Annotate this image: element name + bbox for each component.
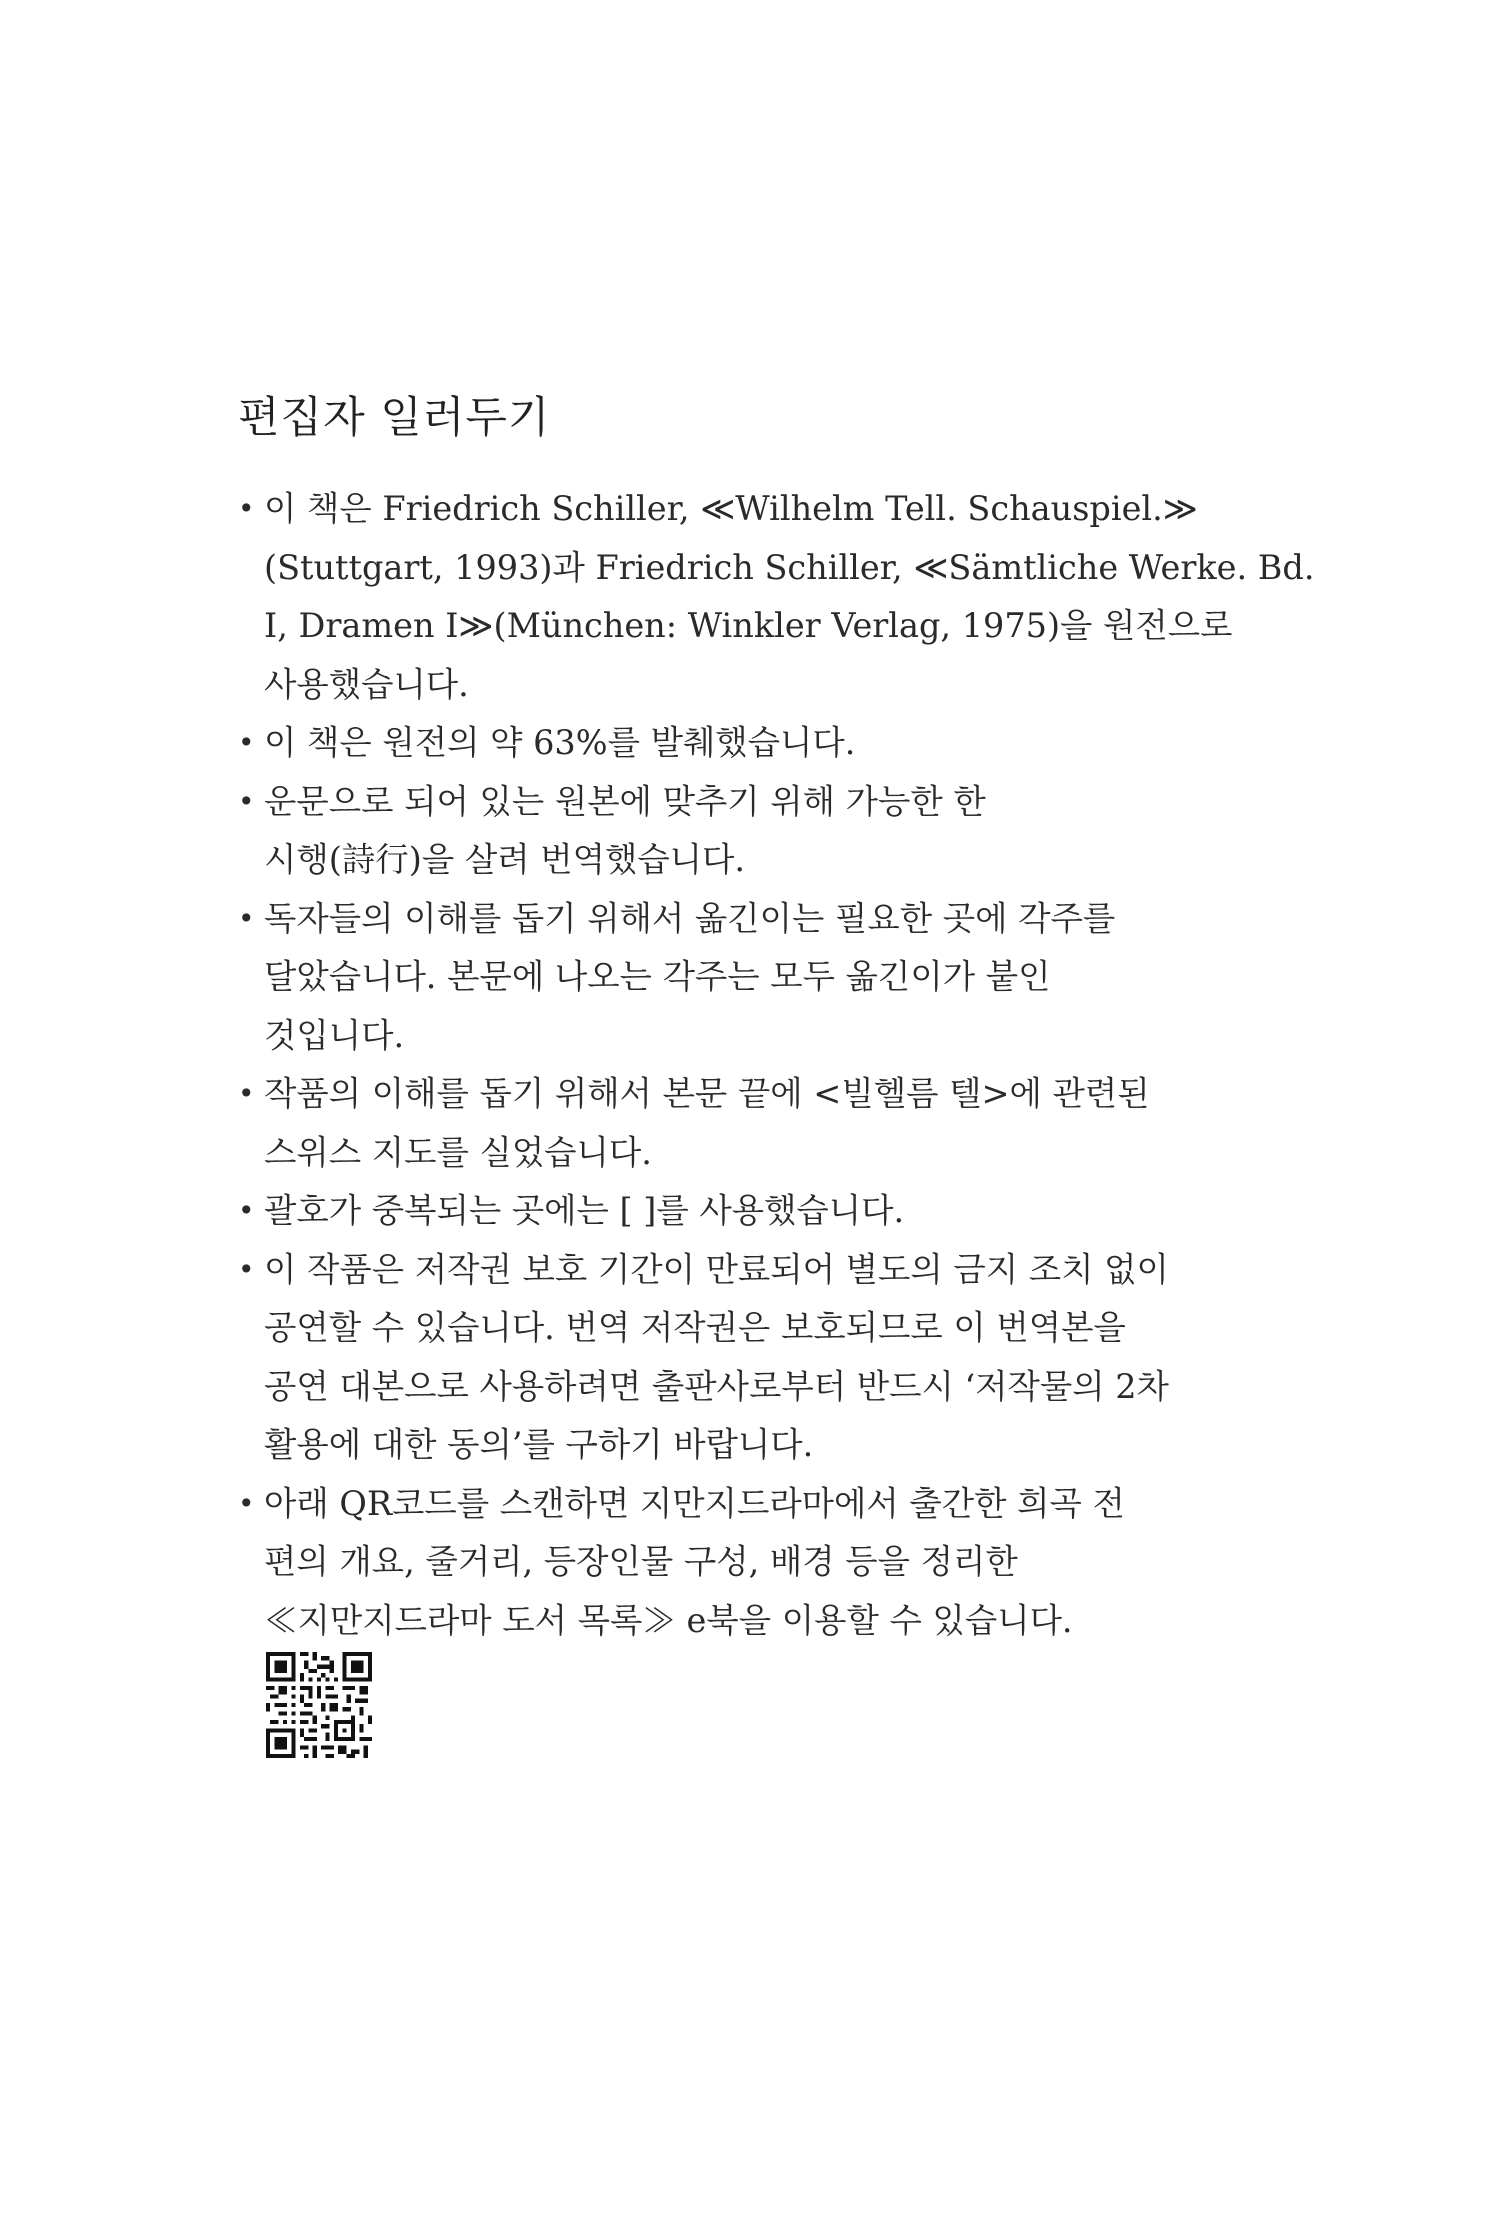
bullet-marker: • <box>238 726 255 759</box>
note-text-line: 작품의 이해를 돕기 위해서 본문 끝에 <빌헬름 텔>에 관련된 <box>264 1074 1150 1113</box>
note-text-line: 것입니다. <box>264 1015 405 1055</box>
list-item <box>238 1182 1248 1241</box>
bullet-marker: • <box>238 492 255 525</box>
note-text-line: 괄호가 중복되는 곳에는 [ ]를 사용했습니다. <box>264 1191 905 1230</box>
bullet-marker: • <box>238 1486 255 1520</box>
bullet-marker: • <box>238 784 255 818</box>
qr-code-icon <box>266 1652 372 1758</box>
editor-notes-list <box>238 480 1315 1650</box>
note-text-line: 스위스 지도를 실었습니다. <box>264 1132 652 1172</box>
page-title: 편집자 일러두기 <box>238 393 551 443</box>
list-item <box>238 1065 1248 1182</box>
list-item <box>238 480 1315 714</box>
note-text-line: ≪지만지드라마 도서 목록≫ e북을 이용할 수 있습니다. <box>264 1600 1073 1640</box>
note-text-line: 활용에 대한 동의’를 구하기 바랍니다. <box>264 1425 814 1464</box>
note-text-line: 이 책은 원전의 약 63%를 발췌했습니다. <box>264 723 856 762</box>
note-text-line: 사용했습니다. <box>264 664 469 704</box>
list-item <box>238 1241 1248 1475</box>
note-text-line: I, Dramen I≫(München: Winkler Verlag, 1975)을 원전으로 <box>264 606 1233 645</box>
list-item <box>238 1475 1248 1651</box>
note-text-line: 시행(詩行)을 살려 번역했습니다. <box>264 840 746 879</box>
note-text-line: 독자들의 이해를 돕기 위해서 옮긴이는 필요한 곳에 각주를 <box>264 898 1116 938</box>
bullet-marker: • <box>238 901 255 935</box>
bullet-marker: • <box>238 1077 255 1110</box>
bullet-marker: • <box>238 1252 255 1286</box>
note-text-line: 편의 개요, 줄거리, 등장인물 구성, 배경 등을 정리한 <box>264 1542 1018 1581</box>
note-text-line: 아래 QR코드를 스캔하면 지만지드라마에서 출간한 희곡 전 <box>264 1483 1125 1523</box>
note-text-line: 이 작품은 저작권 보호 기간이 만료되어 별도의 금지 조치 없이 <box>264 1249 1169 1289</box>
list-item <box>238 714 1248 773</box>
note-text-line: 공연 대본으로 사용하려면 출판사로부터 반드시 ‘저작물의 2차 <box>264 1366 1169 1406</box>
list-item <box>238 773 1248 890</box>
note-text-line: (Stuttgart, 1993)과 Friedrich Schiller, ≪Sämtliche Werke. Bd. <box>264 547 1315 587</box>
bullet-marker: • <box>238 1194 255 1227</box>
note-text-line: 이 책은 Friedrich Schiller, ≪Wilhelm Tell. Schauspiel.≫ <box>264 489 1198 528</box>
note-text-line: 운문으로 되어 있는 원본에 맞추기 위해 가능한 한 <box>264 781 986 821</box>
note-text-line: 공연할 수 있습니다. 번역 저작권은 보호되므로 이 번역본을 <box>264 1308 1126 1347</box>
note-text-line: 달았습니다. 본문에 나오는 각주는 모두 옮긴이가 붙인 <box>264 957 1051 996</box>
list-item <box>238 890 1248 1066</box>
